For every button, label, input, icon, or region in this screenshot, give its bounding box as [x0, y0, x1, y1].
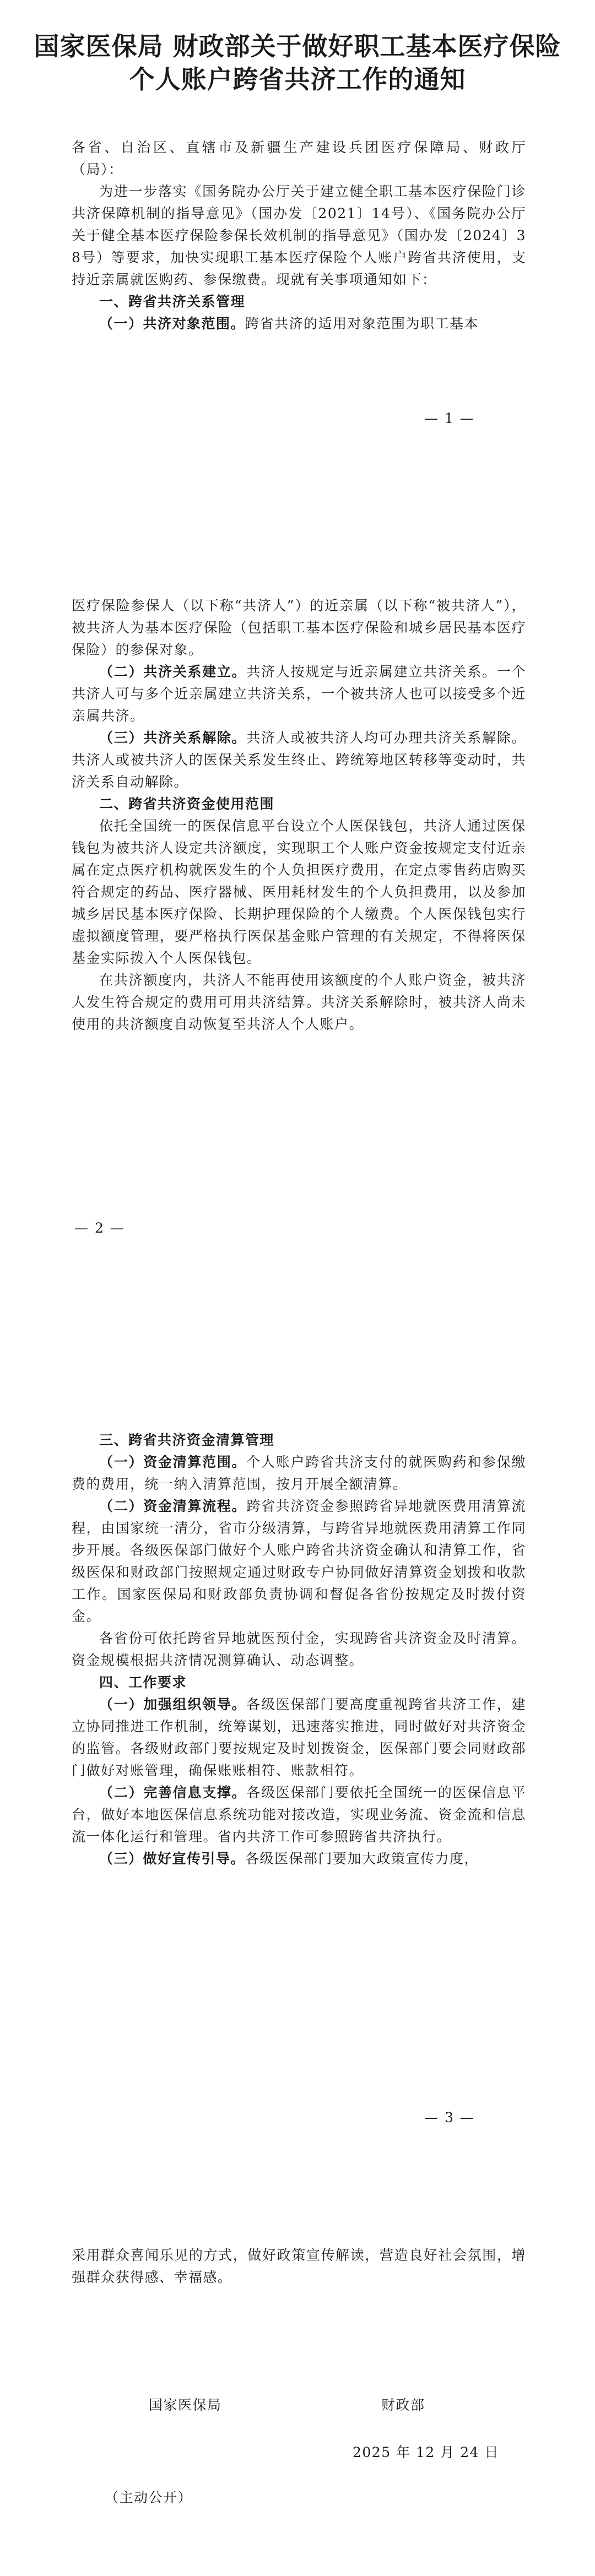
page-number-1: — 1 — — [424, 410, 475, 426]
document-page-4 — [0, 2222, 595, 2575]
section-3-heading: 三、跨省共济资金清算管理 — [99, 1432, 275, 1448]
section-1-item-3-label: （三）共济关系解除。 — [99, 730, 247, 746]
section-1-heading: 一、跨省共济关系管理 — [99, 294, 246, 310]
section-4-item-3-label: （三）做好宣传引导。 — [99, 1851, 246, 1867]
disclosure-note: （主动公开） — [105, 2490, 193, 2506]
section-3-item-2-label: （二）资金清算流程。 — [99, 1498, 247, 1514]
intro-paragraph: 为进一步落实《国务院办公厅关于建立健全职工基本医疗保险门诊共济保障机制的指导意见》（国办发〔2021〕14号）、《国务院办公厅关于健全基本医疗保险参保长效机制的指导意见》（国办发〔2024〕38号）等要求，加快实现职工基本医疗保险个人账户跨省共济使用，支持近亲属就医购药、参保缴费。现就有关事项通知如下： — [72, 183, 526, 288]
page-number-2: — 2 — — [74, 1220, 125, 1236]
section-4-item-3-continued: 采用群众喜闻乐见的方式，做好政策宣传解读，营造良好社会氛围，增强群众获得感、幸福感。 — [72, 2247, 526, 2285]
section-1-item-3-text: 共济人或被共济人均可办理共济关系解除。共济人或被共济人的医保关系发生终止、跨统筹地区转移等变动时，共济关系自动解除。 — [72, 730, 526, 790]
section-3-item-1-label: （一）资金清算范围。 — [99, 1454, 247, 1470]
section-4-item-3-text: 各级医保部门要加大政策宣传力度， — [245, 1851, 479, 1867]
section-4-heading: 四、工作要求 — [99, 1674, 187, 1690]
section-3-item-1-text: 个人账户跨省共济支付的就医购药和参保缴费的费用，统一纳入清算范围，按月开展全额清算。 — [72, 1454, 526, 1492]
page-1-body — [72, 137, 526, 335]
section-1-item-1-continued: 医疗保险参保人（以下称“共济人”）的近亲属（以下称“被共济人”），被共济人为基本医疗保险（包括职工基本医疗保险和城乡居民基本医疗保险）的参保对象。 — [72, 598, 526, 658]
page-number-3: — 3 — — [424, 2109, 475, 2125]
signature-org-2: 财政部 — [381, 2397, 425, 2413]
section-4-item-1 — [72, 1694, 526, 1782]
section-3-item-2-text: 跨省共济资金参照跨省异地就医费用清算流程，由国家统一清分，省市分级清算，与跨省异地就医费用清算工作同步开展。各级医保部门做好个人账户跨省共济资金确认和清算工作，省级医保和财政部门按照规定通过财政专户协同做好清算资金划拨和收款工作。国家医保局和财政部负责协调和督促各省份按规定及时拨付资金。 — [72, 1498, 526, 1624]
section-4-item-1-text: 各级医保部门要高度重视跨省共济工作，建立协同推进工作机制，统筹谋划，迅速落实推进，同时做好对共济资金的监管。各级财政部门要按规定及时划拨资金，医保部门要会同财政部门做好对账管理，确保账账相符、账款相符。 — [72, 1696, 526, 1778]
section-1-item-2-label: （二）共济关系建立。 — [99, 664, 247, 680]
page-2-body — [72, 595, 526, 1035]
signature-org-1: 国家医保局 — [149, 2397, 222, 2413]
section-4-item-1-label: （一）加强组织领导。 — [99, 1696, 247, 1712]
section-3-item-1 — [72, 1451, 526, 1495]
section-4-item-2-label: （二）完善信息支撑。 — [99, 1785, 247, 1801]
section-1-item-2-text: 共济人按规定与近亲属建立共济关系。一个共济人可与多个近亲属建立共济关系，一个被共济人也可以接受多个近亲属共济。 — [72, 664, 526, 724]
document-title-line-2: 个人账户跨省共济工作的通知 — [129, 64, 466, 94]
section-4-item-2-text: 各级医保部门要依托全国统一的医保信息平台，做好本地医保信息系统功能对接改造，实现业务流、资金流和信息流一体化运行和管理。省内共济工作可参照跨省共济执行。 — [72, 1785, 526, 1845]
section-4-item-2 — [72, 1782, 526, 1848]
page-3-body — [72, 1429, 526, 1870]
section-2-heading: 二、跨省共济资金使用范围 — [99, 796, 275, 812]
section-2-paragraph-1: 依托全国统一的医保信息平台设立个人医保钱包，共济人通过医保钱包为被共济人设定共济额度，实现职工个人账户资金按规定支付近亲属在定点医疗机构就医发生的个人负担医疗费用，在定点零售药店购买符合规定的药品、医疗器械、医用耗材发生的个人负担费用，以及参加城乡居民基本医疗保险、长期护理保险的个人缴费。个人医保钱包实行虚拟额度管理，要严格执行医保基金账户管理的有关规定，不得将医保基金实际拨入个人医保钱包。 — [72, 818, 526, 966]
section-1-item-1-text: 跨省共济的适用对象范围为职工基本 — [245, 316, 479, 332]
section-3-item-2 — [72, 1495, 526, 1628]
document-page-3 — [0, 1399, 595, 2156]
document-title-line-1: 国家医保局 财政部关于做好职工基本医疗保险 — [34, 31, 561, 61]
section-1-item-1-label: （一）共济对象范围。 — [99, 316, 246, 332]
section-1-item-1 — [72, 313, 526, 335]
section-3-paragraph: 各省份可依托跨省异地就医预付金，实现跨省共济资金及时清算。资金规模根据共济情况测算确认、动态调整。 — [72, 1630, 526, 1668]
document-page-2 — [0, 592, 595, 1278]
section-2-paragraph-2: 在共济额度内，共济人不能再使用该额度的个人账户资金，被共济人发生符合规定的费用可用共济结算。共济关系解除时，被共济人尚未使用的共济额度自动恢复至共济人个人账户。 — [72, 972, 526, 1032]
document-page-1 — [0, 0, 595, 457]
section-1-item-2 — [72, 661, 526, 727]
section-1-item-3 — [72, 727, 526, 793]
page-4-body — [72, 2244, 526, 2288]
section-4-item-3 — [72, 1848, 526, 1870]
signature-date: 2025 年 12 月 24 日 — [353, 2444, 499, 2460]
addressee: 各省、自治区、直辖市及新疆生产建设兵团医疗保障局、财政厅（局）： — [72, 139, 526, 177]
